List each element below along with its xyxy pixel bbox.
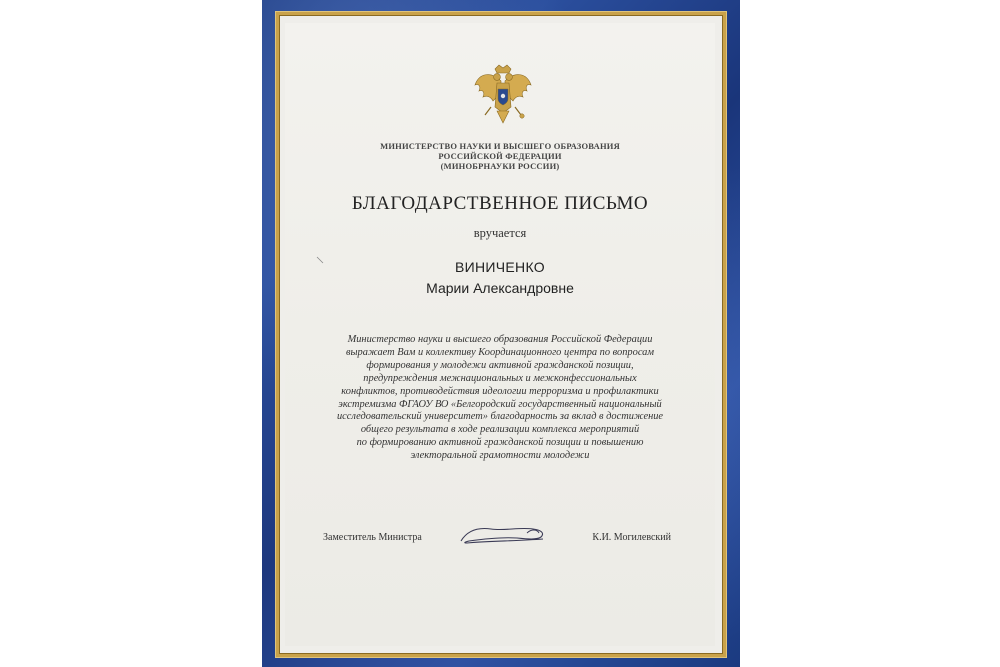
picture-frame — [262, 0, 740, 667]
body-line: по формированию активной гражданской позиции и повышению — [356, 437, 644, 449]
body-line: формирования у молодежи активной гражданской позиции, — [366, 359, 634, 371]
certificate-paper — [285, 23, 715, 646]
recipient-given-names: Марии Александровне — [426, 280, 574, 296]
ministry-line: (МИНОБРНАУКИ РОССИИ) — [440, 161, 560, 171]
document-title: БЛАГОДАРСТВЕННОЕ ПИСЬМО — [351, 193, 649, 214]
handed-to-label: вручается — [473, 226, 527, 240]
body-line: экстремизма ФГАОУ ВО «Белгородский государственный национальный — [338, 398, 662, 410]
recipient-surname: ВИНИЧЕНКО — [455, 259, 545, 275]
ministry-line: РОССИЙСКОЙ ФЕДЕРАЦИИ — [438, 151, 562, 161]
body-line: общего результата в ходе реализации комплекса мероприятий — [360, 424, 640, 436]
ministry-header — [285, 141, 715, 171]
body-line: выражает Вам и коллективу Координационного центра по вопросам — [346, 346, 654, 358]
body-line: исследовательский университет» благодарность за вклад в достижение — [336, 411, 664, 423]
signatory-role: Заместитель Министра — [323, 532, 422, 543]
body-line: предупреждения межнациональных и межконфессиональных — [363, 372, 637, 384]
signatory-name: К.И. Могилевский — [592, 532, 671, 543]
gold-inner-border — [276, 12, 726, 657]
signature-icon — [457, 521, 549, 547]
body-line: Министерство науки и высшего образования Российской Федерации — [347, 334, 653, 345]
body-line: электоральной грамотности молодежи — [410, 450, 590, 462]
ministry-line: МИНИСТЕРСТВО НАУКИ И ВЫСШЕГО ОБРАЗОВАНИЯ — [380, 141, 620, 151]
emblem-icon — [473, 63, 533, 129]
letter-body — [307, 334, 693, 463]
body-line: конфликтов, противодействия идеологии терроризма и профилактики — [341, 385, 659, 397]
